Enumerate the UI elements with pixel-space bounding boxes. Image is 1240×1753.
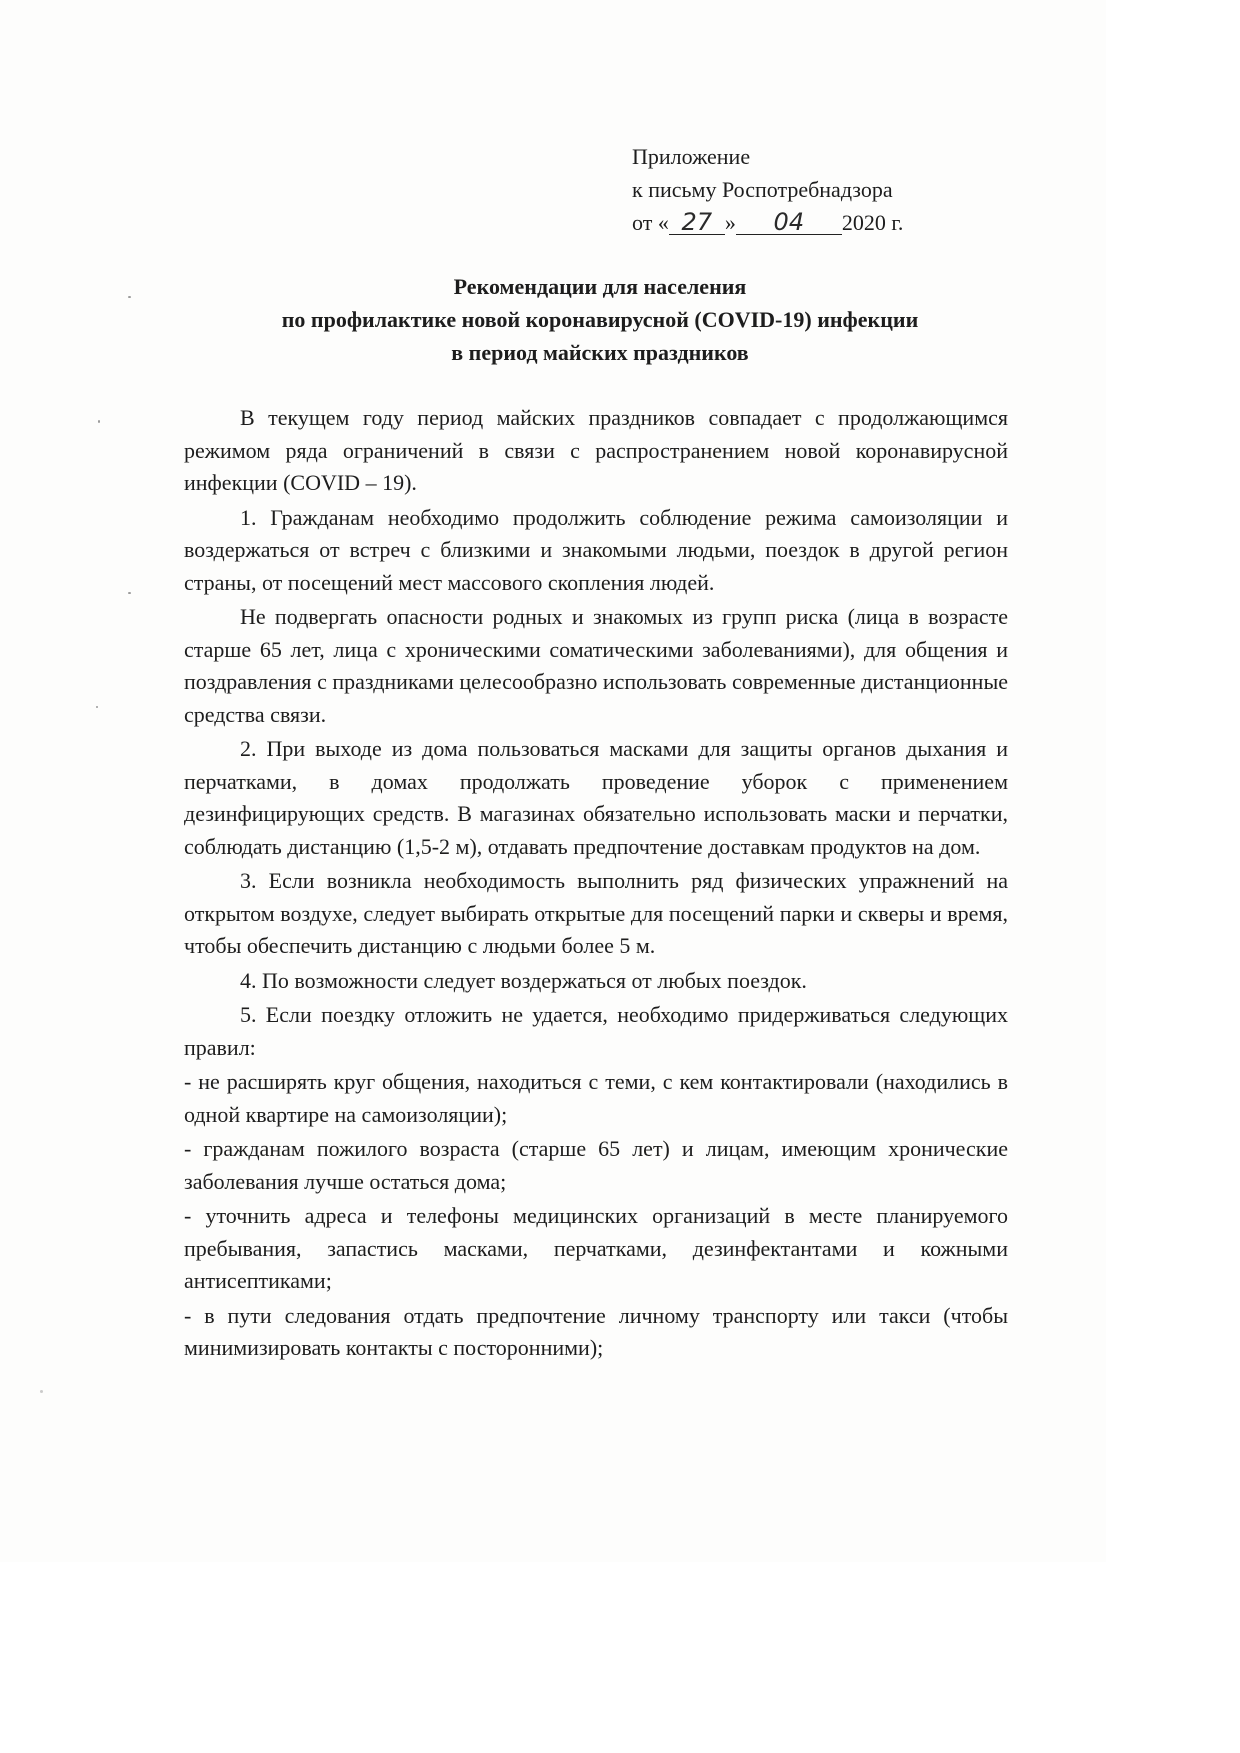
appendix-date: [632, 206, 903, 239]
bullet-item: - не расширять круг общения, находиться с теми, с кем контактировали (находились в одной квартире на самоизоляции);: [184, 1069, 1008, 1127]
appendix-header: [632, 140, 903, 239]
paragraph-item-2: 2. При выходе из дома пользоваться масками для защиты органов дыхания и перчатками, в домах продолжать проведение уборок с применением дезинфицирующих средств. В магазинах обязательно использовать маски и перчатки, соблюдать дистанцию (1,5-2 м), отдавать предпочтение доставкам продуктов на дом.: [184, 736, 1008, 859]
scan-speck: [98, 420, 100, 423]
date-prefix: от «: [632, 210, 669, 235]
scan-speck: [96, 706, 98, 708]
date-day-handwritten: 27: [669, 210, 725, 235]
scan-speck: [128, 592, 131, 594]
scan-speck: [128, 296, 131, 298]
date-year: 2020 г.: [841, 210, 904, 235]
title-line-2: по профилактике новой коронавирусной (COVID-19) инфекции: [281, 307, 919, 332]
appendix-label: Приложение: [632, 144, 751, 169]
paragraph-item-1: 1. Гражданам необходимо продолжить соблюдение режима самоизоляции и воздержаться от встреч с близкими и знакомыми людьми, поездок в другой регион страны, от посещений мест массового скопления людей.: [184, 504, 1008, 595]
title-line-1: Рекомендации для населения: [453, 274, 747, 299]
paragraph-item-4: 4. По возможности следует воздержаться от любых поездок.: [240, 967, 807, 993]
bullet-item: - в пути следования отдать предпочтение личному транспорту или такси (чтобы минимизировать контакты с посторонними);: [184, 1302, 1008, 1360]
paragraph-intro: В текущем году период майских праздников совпадает с продолжающимся режимом ряда ограничений в связи с распространением новой коронавирусной инфекции (COVID – 19).: [184, 405, 1008, 495]
document-body: [184, 402, 1008, 1367]
document-title: [160, 270, 1040, 369]
bullet-item: - гражданам пожилого возраста (старше 65 лет) и лицам, имеющим хронические заболевания лучше остаться дома;: [184, 1136, 1008, 1194]
paragraph-risk-groups: Не подвергать опасности родных и знакомых из групп риска (лица в возрасте старше 65 лет, лица с хроническими соматическими заболеваниями), для общения и поздравления с праздниками целесообразно использовать современные дистанционные средства связи.: [184, 604, 1008, 727]
appendix-letter-ref: к письму Роспотребнадзора: [632, 177, 893, 202]
date-month-handwritten: 04: [736, 210, 842, 235]
paragraph-item-5: 5. Если поездку отложить не удается, необходимо придерживаться следующих правил:: [184, 1002, 1008, 1060]
date-mid: »: [724, 210, 736, 235]
bullet-item: - уточнить адреса и телефоны медицинских организаций в месте планируемого пребывания, запастись масками, перчатками, дезинфектантами и кожными антисептиками;: [184, 1203, 1008, 1293]
paragraph-item-3: 3. Если возникла необходимость выполнить ряд физических упражнений на открытом воздухе, следует выбирать открытые для посещений парки и скверы и время, чтобы обеспечить дистанцию с людьми более 5 м.: [184, 868, 1008, 958]
title-line-3: в период майских праздников: [451, 340, 749, 365]
scan-speck: [40, 1390, 43, 1393]
